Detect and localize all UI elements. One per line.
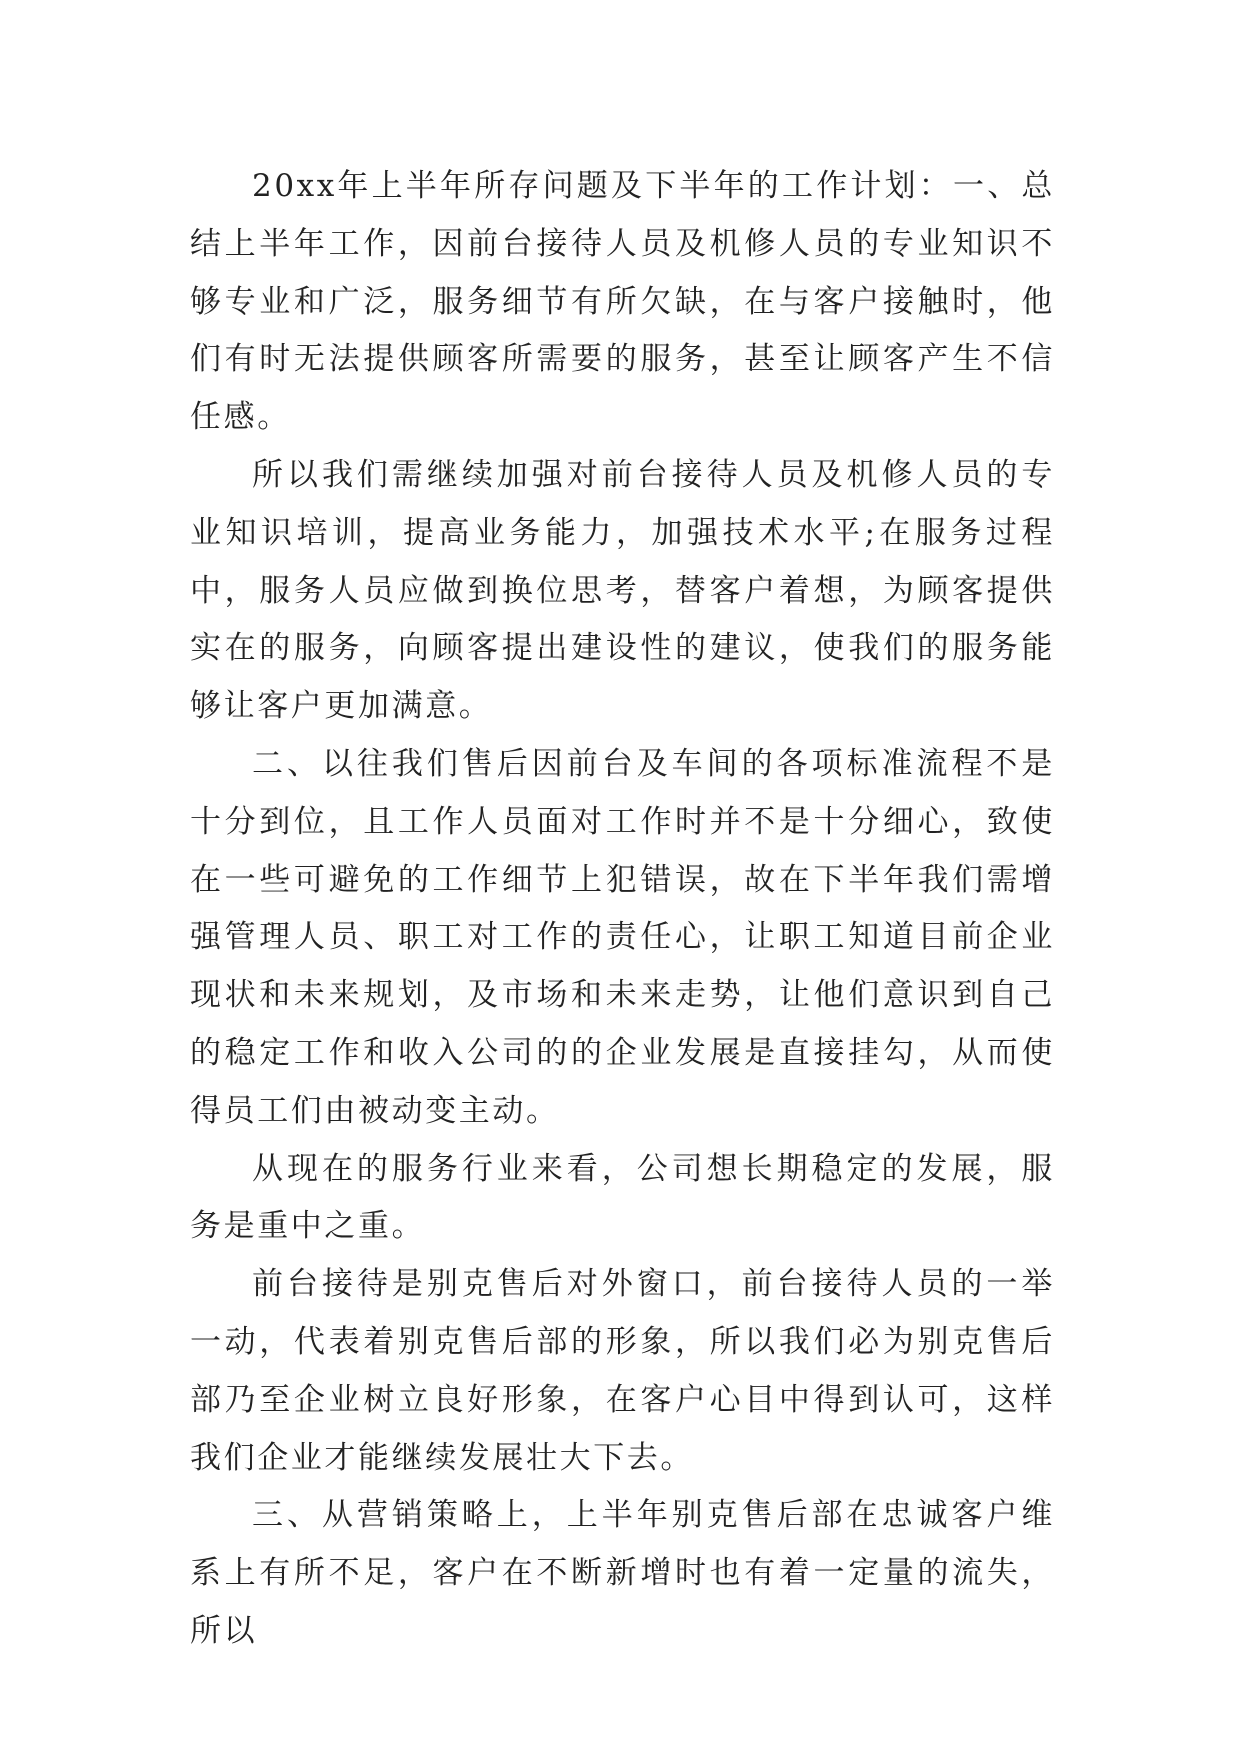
paragraph-training: 所以我们需继续加强对前台接待人员及机修人员的专业知识培训，提高业务能力，加强技术水平;在服务过程中，服务人员应做到换位思考，替客户着想，为顾客提供实在的服务，向顾客提出建设性的建议，使我们的服务能够让客户更加满意。 bbox=[190, 456, 1055, 725]
paragraph-process-standards: 二、以往我们售后因前台及车间的各项标准流程不是十分到位，且工作人员面对工作时并不是十分细心，致使在一些可避免的工作细节上犯错误，故在下半年我们需增强管理人员、职工对工作的责任心，让职工知道目前企业现状和未来规划，及市场和未来走势，让他们意识到自己的稳定工作和收入公司的的企业发展是直接挂勾，从而使得员工们由被动变主动。 bbox=[190, 745, 1055, 1129]
paragraph-marketing-strategy: 三、从营销策略上，上半年别克售后部在忠诚客户维系上有所不足，客户在不断新增时也有着一定量的流失，所以 bbox=[190, 1497, 1055, 1649]
paragraph-service-industry: 从现在的服务行业来看，公司想长期稳定的发展，服务是重中之重。 bbox=[190, 1150, 1055, 1245]
paragraph-front-desk: 前台接待是别克售后对外窗口，前台接待人员的一举一动，代表着别克售后部的形象，所以我们必为别克售后部乃至企业树立良好形象，在客户心目中得到认可，这样我们企业才能继续发展壮大下去。 bbox=[190, 1266, 1055, 1476]
paragraph-summary-first-half: 20xx年上半年所存问题及下半年的工作计划：一、总结上半年工作，因前台接待人员及机修人员的专业知识不够专业和广泛，服务细节有所欠缺，在与客户接触时，他们有时无法提供顾客所需要的服务，甚至让顾客产生不信任感。 bbox=[190, 168, 1055, 436]
document-body bbox=[190, 158, 1055, 1661]
